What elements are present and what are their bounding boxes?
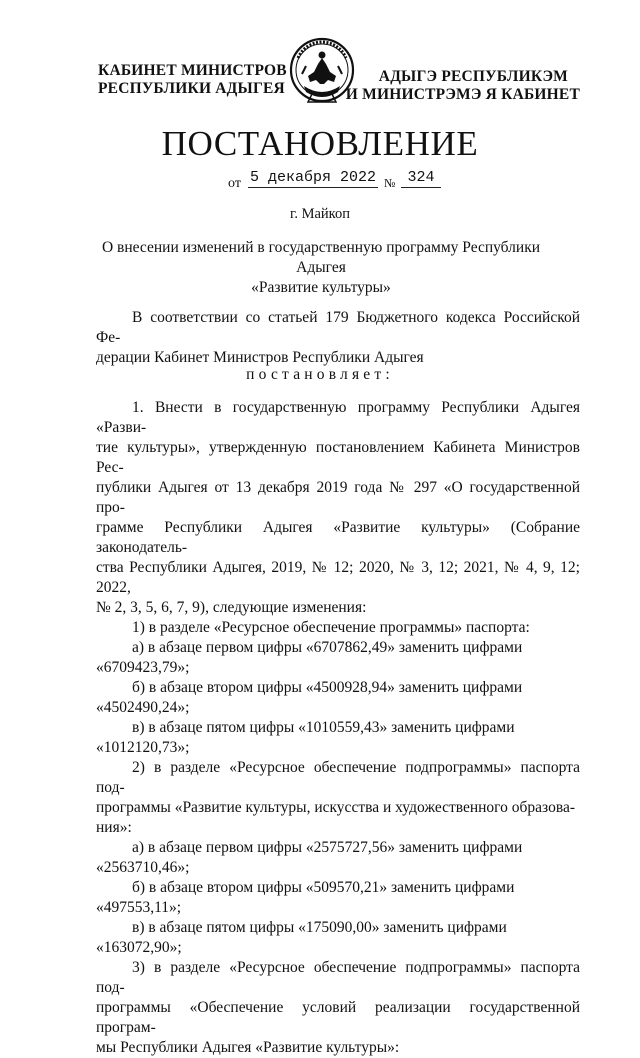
text-line: б) в абзаце втором цифры «4500928,94» заменить цифрами — [132, 679, 523, 696]
text-line: 2) в разделе «Ресурсное обеспечение подпрограммы» паспорта под- — [96, 759, 580, 796]
text-line: в) в абзаце пятом цифры «175090,00» заменить цифрами — [132, 919, 507, 936]
text-line: 1) в разделе «Ресурсное обеспечение программы» паспорта: — [132, 619, 530, 636]
city: г. Майкоп — [290, 206, 350, 222]
text-line: «6709423,79»; — [96, 659, 190, 676]
text-line: 3) в разделе «Ресурсное обеспечение подпрограммы» паспорта под- — [96, 959, 580, 996]
preamble — [96, 308, 580, 368]
text-line: б) в абзаце втором цифры «509570,21» заменить цифрами — [132, 879, 515, 896]
text-line: в) в абзаце пятом цифры «1010559,43» заменить цифрами — [132, 719, 515, 736]
issuer-line: АДЫГЭ РЕСПУБЛИКЭМ — [378, 68, 568, 85]
issuer-line: И МИНИСТРЭМЭ Я КАБИНЕТ — [345, 86, 580, 103]
text-line: «163072,90»; — [96, 939, 182, 956]
issuer-line: РЕСПУБЛИКИ АДЫГЕЯ — [98, 80, 285, 97]
text-line: В соответствии со статьей 179 Бюджетного кодекса Российской Фе- — [96, 309, 580, 346]
text-line: публики Адыгея от 13 декабря 2019 года № 297 «О государственной про- — [96, 479, 580, 516]
resolution-body — [96, 398, 580, 1058]
text-line: дерации Кабинет Министров Республики Адыгея — [96, 349, 424, 366]
resolves-word: постановляет: — [246, 366, 394, 383]
text-line: а) в абзаце первом цифры «6707862,49» заменить цифрами — [132, 639, 523, 656]
text-line: «4502490,24»; — [96, 699, 190, 716]
issuer-name-adyghe — [346, 68, 580, 104]
document-number: 324 — [401, 169, 441, 188]
subject-line: О внесении изменений в государственную программу Республики Адыгея — [101, 239, 541, 276]
document-title: ПОСТАНОВЛЕНИЕ — [161, 124, 479, 163]
document-date: 5 декабря 2022 — [249, 169, 377, 186]
text-line: «2563710,46»; — [96, 859, 190, 876]
text-line: 1. Внести в государственную программу Республики Адыгея «Разви- — [96, 399, 580, 436]
text-line: «1012120,73»; — [96, 739, 190, 756]
text-line: «497553,11»; — [96, 899, 182, 916]
text-line: программы «Обеспечение условий реализации государственной програм- — [96, 999, 580, 1036]
text-line: грамме Республики Адыгея «Развитие культуры» (Собрание законодатель- — [96, 519, 580, 556]
text-line: ства Республики Адыгея, 2019, № 12; 2020, № 3, 12; 2021, № 4, 9, 12; 2022, — [96, 559, 580, 596]
issuer-line: КАБИНЕТ МИНИСТРОВ — [98, 62, 287, 79]
text-line: № 2, 3, 5, 6, 7, 9), следующие изменения: — [96, 599, 367, 616]
date-prefix: от — [228, 176, 241, 191]
document-subject — [96, 238, 546, 298]
subject-line: «Развитие культуры» — [251, 279, 391, 296]
issuer-name-russian — [98, 62, 287, 98]
text-line: мы Республики Адыгея «Развитие культуры»: — [96, 1039, 400, 1056]
text-line: ния»: — [96, 819, 132, 836]
text-line: программы «Развитие культуры, искусства и художественного образова- — [96, 799, 575, 816]
number-prefix: № — [384, 176, 396, 190]
text-line: тие культуры», утвержденную постановлением Кабинета Министров Рес- — [96, 439, 580, 476]
text-line: а) в абзаце первом цифры «2575727,56» заменить цифрами — [132, 839, 523, 856]
